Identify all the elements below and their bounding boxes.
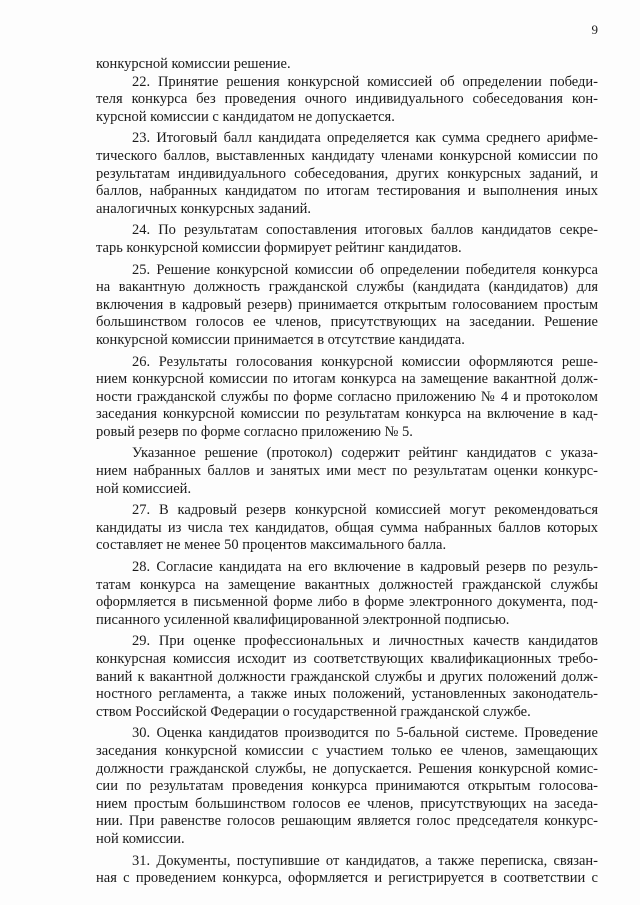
text-line [96, 651, 598, 669]
text-line [96, 314, 598, 332]
text-line [96, 761, 598, 779]
text-line [96, 297, 598, 315]
text-line [96, 481, 598, 499]
text-line-content: сии по результатам проведения конкурса принимаются открытым голосова- [96, 778, 598, 795]
text-line-content: теля конкурса без проведения очного индивидуального собеседования кон- [96, 91, 598, 108]
document-body [96, 56, 598, 888]
text-line-content: курсной комиссии с кандидатом не допускается. [96, 108, 395, 125]
text-line-content: заседания конкурсной комиссии с участием только ее членов, замещающих [96, 742, 598, 759]
text-line-content: 31. Документы, поступившие от кандидатов, а также переписка, связан- [132, 852, 598, 869]
text-line-content: писанного усиленной квалифицированной электронной подписью. [96, 611, 510, 628]
text-line [96, 594, 598, 612]
text-line [96, 831, 598, 849]
text-line [96, 633, 598, 651]
text-line [96, 669, 598, 687]
text-line [96, 424, 598, 442]
text-line-content: 27. В кадровый резерв конкурсной комиссией могут рекомендоваться [132, 502, 598, 519]
text-line-content: нием простым большинством голосов ее членов, присутствующих на заседа- [96, 795, 598, 812]
text-line-content: 24. По результатам сопоставления итоговых баллов кандидатов секре- [132, 222, 598, 239]
text-line-content: большинством голосов ее членов, присутствующих на заседании. Решение [96, 314, 598, 331]
text-line [96, 91, 598, 109]
text-line [96, 612, 598, 630]
text-line-content: конкурсной комиссии принимается в отсутствие кандидата. [96, 331, 465, 348]
text-line-content: нием конкурсной комиссии по итогам конкурса на замещение вакантной долж- [96, 371, 598, 388]
text-line [96, 463, 598, 481]
text-line [96, 870, 598, 888]
text-line-content: 28. Согласие кандидата на его включение в кадровый резерв по резуль- [132, 559, 598, 576]
text-line [96, 354, 598, 372]
text-line-content: аналогичных конкурсных заданий. [96, 200, 311, 217]
text-line [96, 56, 598, 74]
text-line [96, 74, 598, 92]
text-line [96, 743, 598, 761]
text-line-content: нии. При равенстве голосов решающим является голос председателя конкурс- [96, 813, 598, 830]
text-line-content: ностного регламента, а также иных положений, установленных законодатель- [96, 686, 598, 703]
text-line-content: 22. Принятие решения конкурсной комиссией об определении победи- [132, 73, 598, 90]
text-line [96, 279, 598, 297]
text-line-content: должности гражданской службы, не допускается. Решения конкурсной комис- [96, 760, 598, 777]
text-line [96, 813, 598, 831]
text-line [96, 686, 598, 704]
text-line-content: ной комиссии. [96, 830, 185, 847]
text-line [96, 406, 598, 424]
text-line-content: ная с проведением конкурса, оформляется и регистрируется в соответствии с [96, 870, 598, 887]
text-line [96, 371, 598, 389]
text-line-content: ной комиссией. [96, 480, 192, 497]
text-line-content: баллов, набранных кандидатом по итогам тестирования и выполнения иных [96, 183, 598, 200]
text-line [96, 183, 598, 201]
text-line [96, 502, 598, 520]
text-line [96, 332, 598, 350]
text-line-content: 23. Итоговый балл кандидата определяется как сумма среднего арифме- [132, 130, 598, 147]
text-line [96, 559, 598, 577]
text-line [96, 222, 598, 240]
page-number: 9 [591, 22, 598, 37]
text-line-content: конкурсной комиссии решение. [96, 56, 291, 72]
text-line-content: 30. Оценка кандидатов производится по 5-бальной системе. Проведение [132, 725, 598, 742]
text-line [96, 130, 598, 148]
text-line [96, 389, 598, 407]
text-line [96, 725, 598, 743]
text-line [96, 537, 598, 555]
text-line [96, 148, 598, 166]
text-line-content: кандидаты из числа тех кандидатов, общая сумма набранных баллов которых [96, 519, 598, 536]
text-line [96, 796, 598, 814]
text-line-content: ности гражданской службы по форме согласно приложению № 4 и протоколом [96, 388, 598, 405]
text-line [96, 240, 598, 258]
text-line-content: оформляется в письменной форме либо в форме электронного документа, под- [96, 594, 598, 611]
text-line-content: 25. Решение конкурсной комиссии об определении победителя конкурса [132, 261, 598, 278]
text-line [96, 109, 598, 127]
text-line-content: включения в кадровый резерв) принимается открытым голосованием простым [96, 296, 598, 313]
text-line [96, 778, 598, 796]
text-line-content: нием набранных баллов и занятых ими мест по результатам оценки конкурс- [96, 463, 598, 480]
text-line-content: 29. При оценке профессиональных и личностных качеств кандидатов [132, 633, 598, 650]
text-line-content: конкурсная комиссия исходит из соответствующих квалификационных требо- [96, 651, 598, 667]
text-line [96, 520, 598, 538]
text-line-content: на вакантную должность гражданской службы (кандидата (кандидатов) для [96, 279, 598, 296]
text-line-content: заседания конкурсной комиссии по результатам конкурса на включение в кад- [96, 406, 598, 423]
text-line [96, 201, 598, 219]
text-line [96, 853, 598, 871]
text-line [96, 445, 598, 463]
text-line-content: ровый резерв по форме согласно приложению № 5. [96, 423, 413, 440]
text-line-content: тарь конкурсной комиссии формирует рейтинг кандидатов. [96, 239, 462, 256]
text-line [96, 262, 598, 280]
text-line-content: ваний к вакантной должности гражданской службы и других положений долж- [96, 668, 598, 685]
text-line-content: ством Российской Федерации о государственной гражданской службе. [96, 703, 531, 720]
text-line-content: Указанное решение (протокол) содержит рейтинг кандидатов с указа- [132, 445, 598, 462]
text-line-content: 26. Результаты голосования конкурсной комиссии оформляются реше- [132, 353, 598, 370]
text-line [96, 166, 598, 184]
text-line-content: тического баллов, выставленных кандидату членами конкурсной комиссии по [96, 147, 598, 164]
text-line-content: результатам индивидуального собеседования, других конкурсных заданий, и [96, 165, 598, 182]
text-line-content: татам конкурса на замещение вакантных должностей гражданской службы [96, 576, 598, 593]
text-line [96, 577, 598, 595]
text-line [96, 704, 598, 722]
text-line-content: составляет не менее 50 процентов максимального балла. [96, 537, 447, 554]
